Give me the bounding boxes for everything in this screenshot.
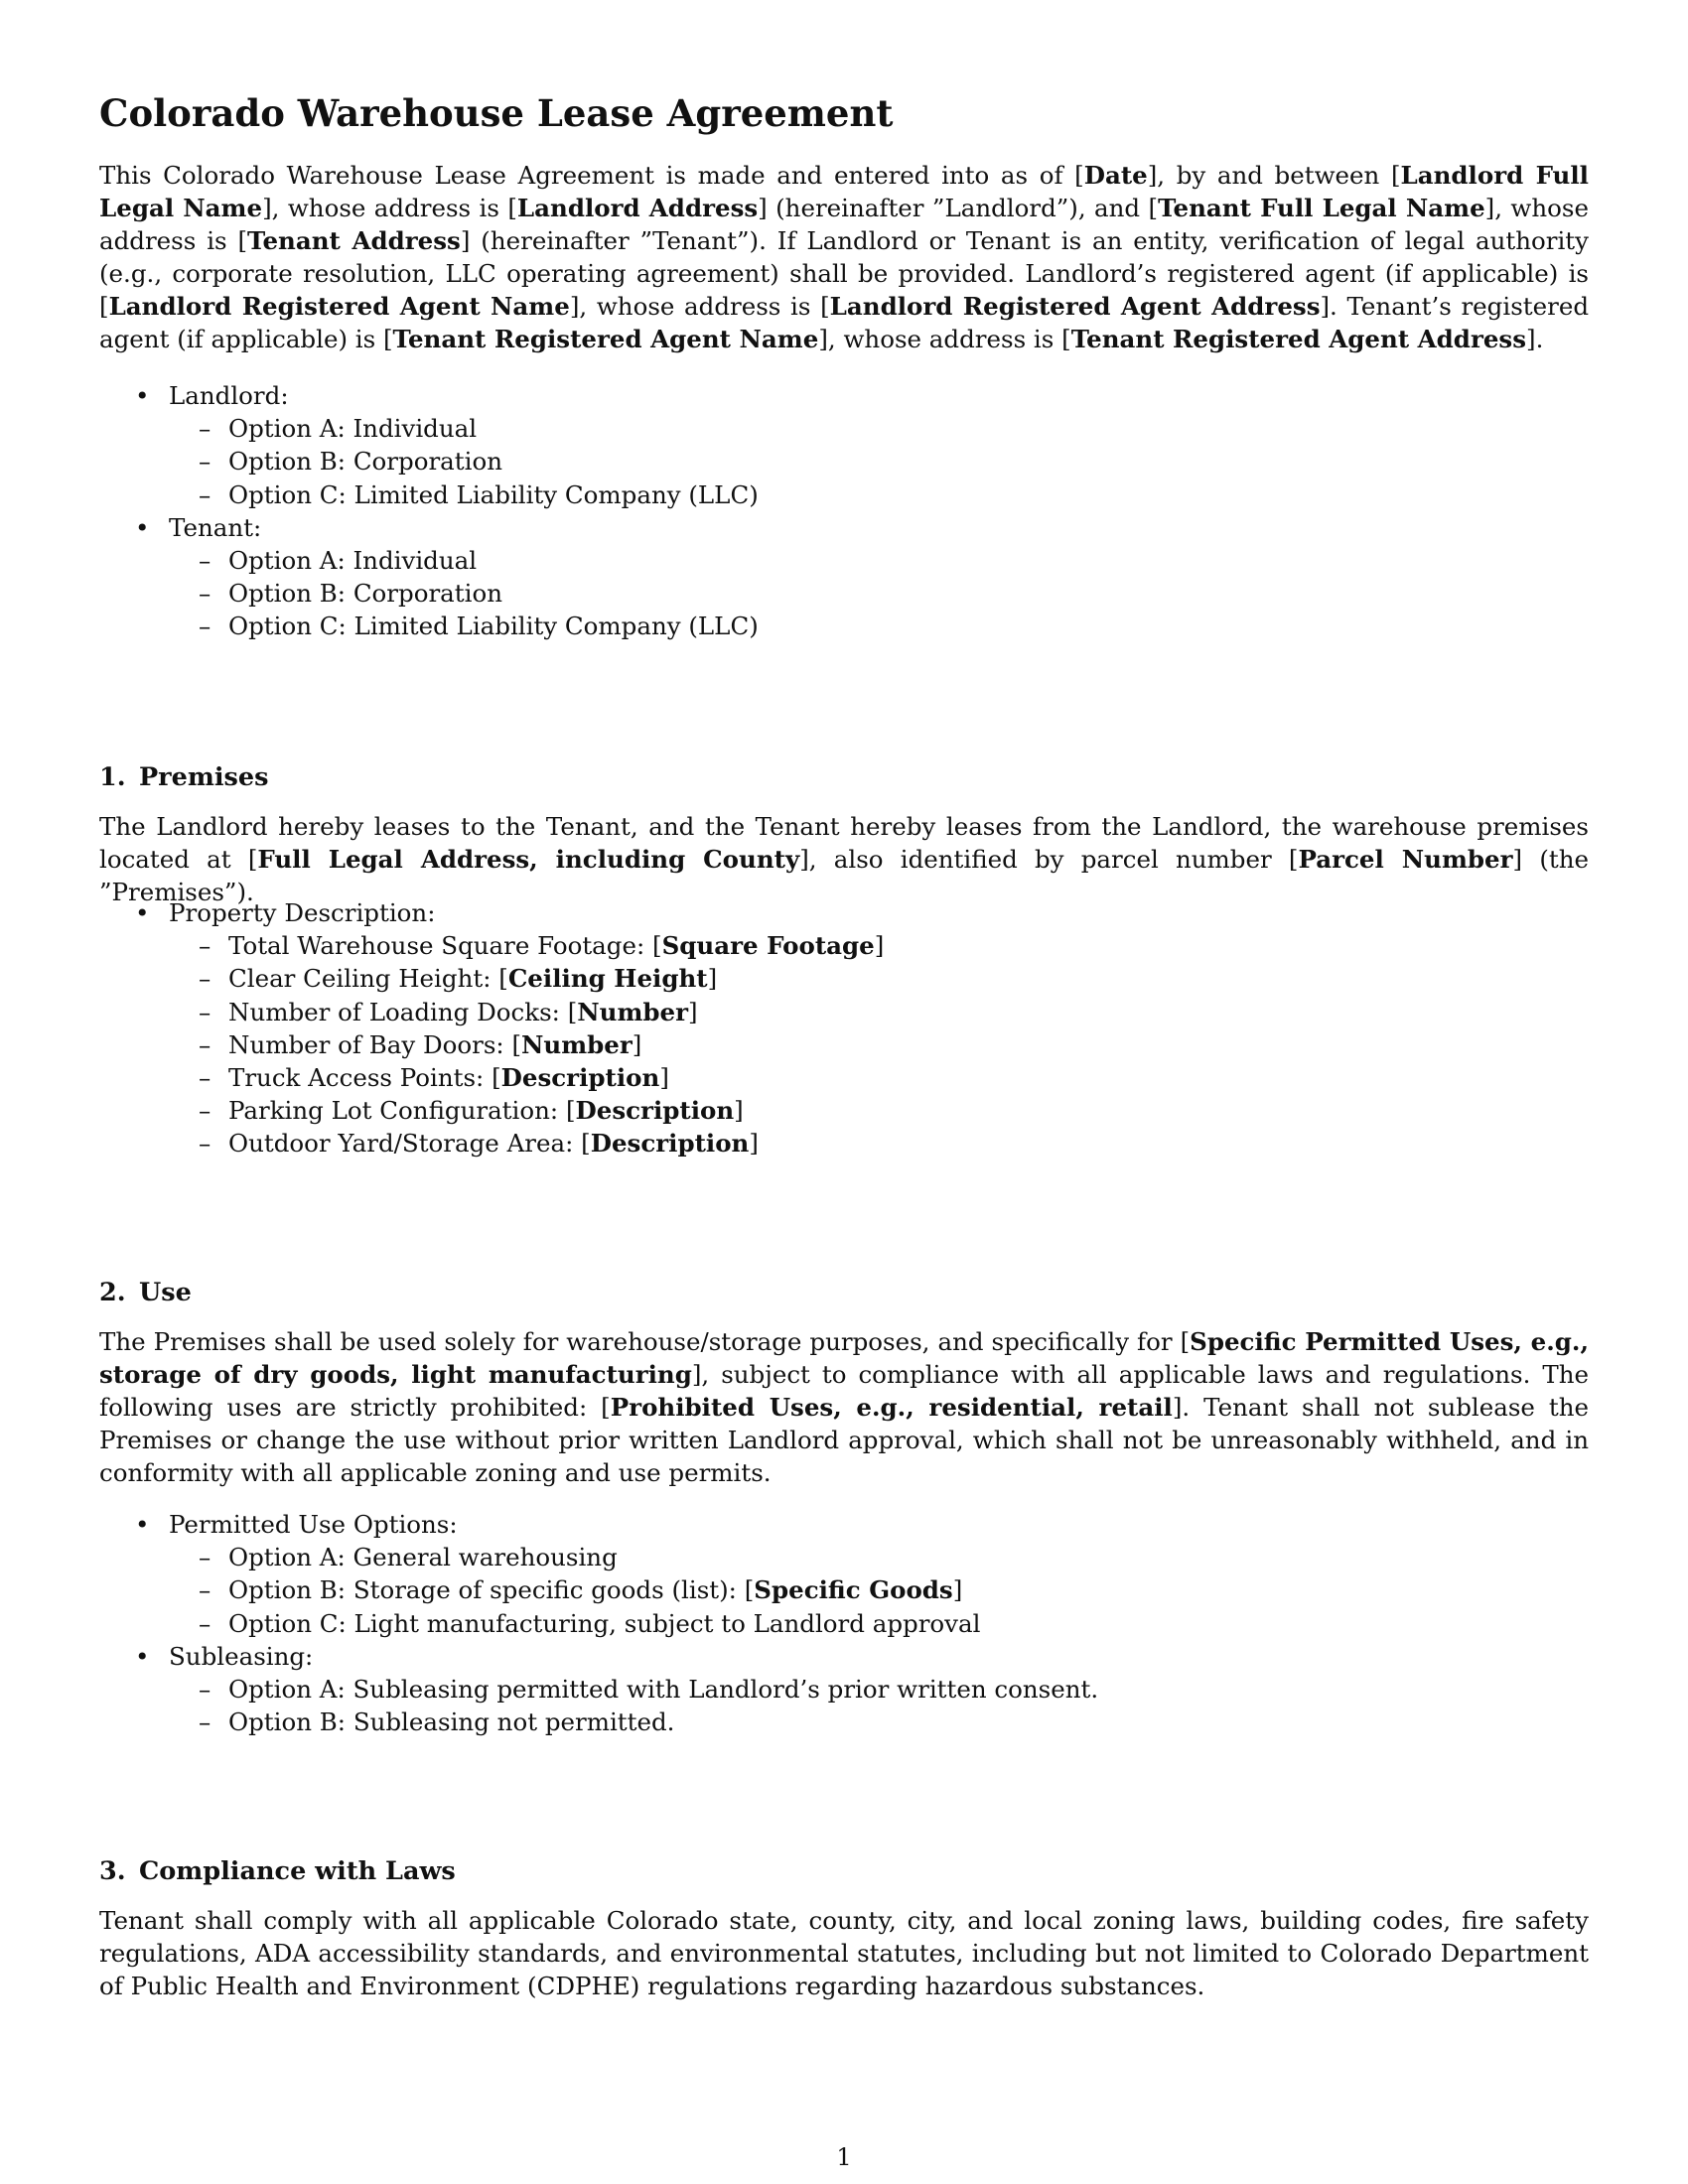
compliance-paragraph: Tenant shall comply with all applicable Colorado state, county, city, and local zoning laws, building codes, fire safety regulations, ADA accessibility standards, and environmental statutes, including but not limited to Colorado Department of Public Health and Environment (CDPHE) regulations regarding hazardous substances. bbox=[99, 1906, 1589, 2000]
option-item bbox=[99, 996, 884, 1028]
dash-icon: – bbox=[199, 447, 211, 477]
placeholder-field: Tenant Registered Agent Address bbox=[1070, 325, 1527, 353]
option-text: Option B: Corporation bbox=[228, 579, 502, 609]
placeholder-field: Square Footage bbox=[661, 931, 875, 961]
placeholder-field: Date bbox=[1083, 161, 1148, 190]
option-list bbox=[169, 929, 884, 1160]
list-item-label: Tenant: bbox=[169, 512, 262, 542]
option-text: Option B: Subleasing not permitted. bbox=[228, 1707, 675, 1737]
placeholder-field: Number bbox=[577, 997, 689, 1026]
dash-icon: – bbox=[199, 1063, 211, 1093]
section-title: Premises bbox=[139, 762, 269, 792]
dash-icon: – bbox=[199, 1608, 211, 1638]
placeholder-field: Number bbox=[521, 1029, 633, 1059]
placeholder-field: Ceiling Height bbox=[507, 964, 708, 994]
dash-icon: – bbox=[199, 1675, 211, 1705]
bullet-icon: • bbox=[135, 512, 150, 542]
placeholder-field: Description bbox=[500, 1063, 660, 1093]
placeholder-field: Landlord Address bbox=[516, 194, 759, 222]
option-item bbox=[99, 412, 759, 445]
placeholder-field: Prohibited Uses, e.g., residential, retail bbox=[610, 1393, 1173, 1422]
party-type-list bbox=[99, 379, 759, 643]
list-item-label: Subleasing: bbox=[169, 1641, 314, 1671]
placeholder-field: Description bbox=[575, 1096, 735, 1126]
option-text: Option A: Subleasing permitted with Landlord’s prior written consent. bbox=[228, 1675, 1099, 1705]
dash-icon: – bbox=[199, 479, 211, 509]
dash-icon: – bbox=[199, 1707, 211, 1737]
placeholder-field: Landlord Full Legal Name bbox=[99, 161, 1589, 222]
option-list bbox=[169, 412, 759, 511]
dash-icon: – bbox=[199, 1129, 211, 1159]
option-item bbox=[99, 544, 759, 577]
option-item bbox=[99, 1028, 884, 1061]
list-item bbox=[99, 896, 884, 1160]
option-item bbox=[99, 1061, 884, 1094]
option-text: Clear Ceiling Height: [Ceiling Height] bbox=[228, 964, 718, 994]
option-item bbox=[99, 1094, 884, 1127]
section-number: 2. bbox=[99, 1278, 126, 1307]
list-item-label: Permitted Use Options: bbox=[169, 1510, 458, 1539]
placeholder-field: Landlord Registered Agent Name bbox=[108, 292, 570, 321]
option-item bbox=[99, 577, 759, 610]
option-text: Option B: Corporation bbox=[228, 447, 502, 477]
placeholder-field: Specific Permitted Uses, e.g., storage of dry goods, light manufacturing bbox=[99, 1327, 1589, 1389]
bullet-icon: • bbox=[135, 1641, 150, 1671]
option-item bbox=[99, 929, 884, 962]
option-text: Outdoor Yard/Storage Area: [Description] bbox=[228, 1129, 759, 1159]
page-number: 1 bbox=[836, 2143, 852, 2171]
placeholder-field: Description bbox=[590, 1129, 750, 1159]
option-text: Number of Loading Docks: [Number] bbox=[228, 997, 698, 1026]
option-text: Option C: Limited Liability Company (LLC) bbox=[228, 612, 759, 641]
intro-paragraph: This Colorado Warehouse Lease Agreement is made and entered into as of [Date], by and between [Landlord Full Legal Name], whose address is [Landlord Address] (hereinafter ”Landlord”), and [Tenant Full Legal Name], whose address is [Tenant Address] (hereinafter ”Tenant”). If Landlord or Tenant is an entity, verification of legal authority (e.g., corporate resolution, LLC operating agreement) shall be provided. Landlord’s registered agent (if applicable) is [Landlord Registered Agent Name], whose address is [Landlord Registered Agent Address]. Tenant’s registered agent (if applicable) is [Tenant Registered Agent Name], whose address is [Tenant Registered Agent Address]. bbox=[99, 161, 1589, 353]
option-text: Truck Access Points: [Description] bbox=[228, 1063, 669, 1093]
dash-icon: – bbox=[199, 414, 211, 444]
option-text: Parking Lot Configuration: [Description] bbox=[228, 1096, 744, 1126]
placeholder-field: Tenant Full Legal Name bbox=[1158, 194, 1485, 222]
bullet-icon: • bbox=[135, 1510, 150, 1539]
option-text: Option A: Individual bbox=[228, 414, 478, 444]
option-text: Option A: Individual bbox=[228, 546, 478, 576]
option-item bbox=[99, 478, 759, 511]
dash-icon: – bbox=[199, 1543, 211, 1572]
option-text: Total Warehouse Square Footage: [Square Footage] bbox=[228, 931, 885, 961]
option-item bbox=[99, 1573, 1098, 1606]
dash-icon: – bbox=[199, 1575, 211, 1605]
option-text: Option C: Limited Liability Company (LLC) bbox=[228, 479, 759, 509]
premises-paragraph: The Landlord hereby leases to the Tenant, and the Tenant hereby leases from the Landlord, the warehouse premises located at [Full Legal Address, including County], also identified by parcel number [Parcel Number] (the ”Premises”). bbox=[99, 812, 1590, 906]
option-item bbox=[99, 610, 759, 642]
bullet-icon: • bbox=[135, 898, 150, 927]
placeholder-field: Full Legal Address, including County bbox=[257, 845, 800, 874]
option-item bbox=[99, 962, 884, 995]
list-item bbox=[99, 1508, 1098, 1640]
placeholder-field: Landlord Registered Agent Address bbox=[829, 292, 1321, 321]
section-number: 1. bbox=[99, 762, 126, 792]
use-options-list bbox=[99, 1508, 1098, 1738]
section-title: Use bbox=[139, 1278, 192, 1307]
dash-icon: – bbox=[199, 1029, 211, 1059]
option-text: Option C: Light manufacturing, subject to Landlord approval bbox=[228, 1608, 981, 1638]
option-item bbox=[99, 1127, 884, 1160]
option-item bbox=[99, 1706, 1098, 1738]
dash-icon: – bbox=[199, 931, 211, 961]
option-text: Option A: General warehousing bbox=[228, 1543, 618, 1572]
option-item bbox=[99, 1541, 1098, 1573]
placeholder-field: Tenant Address bbox=[247, 226, 461, 255]
placeholder-field: Tenant Registered Agent Name bbox=[392, 325, 819, 353]
dash-icon: – bbox=[199, 612, 211, 641]
dash-icon: – bbox=[199, 579, 211, 609]
dash-icon: – bbox=[199, 964, 211, 994]
dash-icon: – bbox=[199, 546, 211, 576]
section-heading-use bbox=[99, 1276, 192, 1309]
list-item bbox=[99, 379, 759, 511]
list-item-label: Property Description: bbox=[169, 898, 436, 927]
option-text: Option B: Storage of specific goods (list): [Specific Goods] bbox=[228, 1575, 963, 1605]
option-list bbox=[169, 544, 759, 643]
section-title: Compliance with Laws bbox=[139, 1856, 456, 1886]
option-list bbox=[169, 1541, 1098, 1640]
list-item bbox=[99, 511, 759, 643]
option-item bbox=[99, 1673, 1098, 1706]
property-description-list bbox=[99, 896, 884, 1160]
list-item-label: Landlord: bbox=[169, 381, 289, 410]
placeholder-field: Specific Goods bbox=[754, 1575, 953, 1605]
option-item bbox=[99, 1607, 1098, 1640]
use-paragraph: The Premises shall be used solely for warehouse/storage purposes, and specifically for [Specific Permitted Uses, e.g., storage of dry goods, light manufacturing], subject to compliance with all applicable laws and regulations. The following uses are strictly prohibited: [Prohibited Uses, e.g., residential, retail]. Tenant shall not sublease the Premises or change the use without prior written Landlord approval, which shall not be unreasonably withheld, and in conformity with all applicable zoning and use permits. bbox=[99, 1327, 1589, 1487]
option-list bbox=[169, 1673, 1098, 1738]
dash-icon: – bbox=[199, 997, 211, 1026]
section-number: 3. bbox=[99, 1856, 126, 1886]
dash-icon: – bbox=[199, 1096, 211, 1126]
placeholder-field: Parcel Number bbox=[1298, 845, 1513, 874]
document-title: Colorado Warehouse Lease Agreement bbox=[99, 91, 894, 135]
option-text: Number of Bay Doors: [Number] bbox=[228, 1029, 642, 1059]
list-item bbox=[99, 1640, 1098, 1739]
bullet-icon: • bbox=[135, 381, 150, 410]
section-heading-premises bbox=[99, 760, 268, 794]
section-heading-compliance bbox=[99, 1854, 456, 1888]
option-item bbox=[99, 445, 759, 478]
